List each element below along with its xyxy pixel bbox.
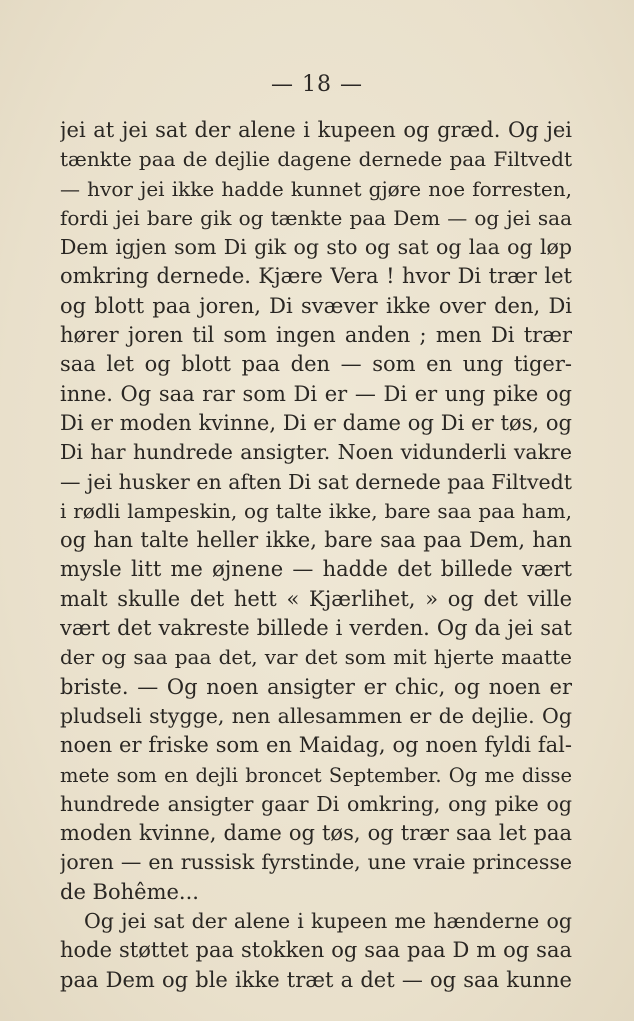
text-line: i rødli lampeskin, og talte ikke, bare saa paa ham,	[60, 498, 572, 523]
text-line: jei at jei sat der alene i kupeen og græd. Og jei	[60, 118, 572, 142]
text-line: og blott paa joren, Di svæver ikke over den, Di	[60, 293, 572, 318]
text-line: hode støttet paa stokken og saa paa D m og saa	[60, 938, 572, 963]
text-line: inne. Og saa rar som Di er — Di er ung pike og	[60, 381, 572, 406]
text-line: Og jei sat der alene i kupeen me hænderne og	[84, 909, 572, 934]
text-line: mysle litt me øjnene — hadde det billede vært	[60, 557, 572, 582]
text-line: hører joren til som ingen anden ; men Di trær	[60, 323, 572, 348]
text-line: briste. — Og noen ansigter er chic, og noen er	[60, 674, 572, 699]
text-line: moden kvinne, dame og tøs, og trær saa let paa	[60, 821, 572, 846]
text-line: saa let og blott paa den — som en ung tiger-	[60, 352, 572, 377]
text-line: noen er friske som en Maidag, og noen fyldi fal-	[60, 733, 572, 758]
text-line: mete som en dejli broncet September. Og me disse	[60, 763, 572, 787]
text-line: de Bohême...	[60, 879, 199, 904]
text-line: joren — en russisk fyrstinde, une vraie princesse	[60, 850, 572, 875]
body-text	[60, 116, 572, 995]
text-line: omkring dernede. Kjære Vera ! hvor Di trær let	[60, 264, 572, 289]
text-line: Dem igjen som Di gik og sto og sat og laa og løp	[60, 235, 572, 260]
page-number: — 18 —	[271, 72, 363, 97]
text-line: Di er moden kvinne, Di er dame og Di er tøs, og	[60, 410, 572, 435]
text-line: — hvor jei ikke hadde kunnet gjøre noe forresten,	[60, 176, 572, 201]
text-line: malt skulle det hett « Kjærlihet, » og det ville	[60, 586, 572, 611]
text-line: hundrede ansigter gaar Di omkring, ong pike og	[60, 791, 572, 816]
text-line: der og saa paa det, var det som mit hjerte maatte	[60, 645, 572, 670]
text-line: paa Dem og ble ikke træt a det — og saa kunne	[60, 967, 572, 992]
text-line: og han talte heller ikke, bare saa paa Dem, han	[60, 528, 572, 553]
text-line: pludseli stygge, nen allesammen er de dejlie. Og	[60, 703, 572, 728]
text-line: vært det vakreste billede i verden. Og da jei sat	[60, 616, 572, 641]
text-line: fordi jei bare gik og tænkte paa Dem — og jei saa	[60, 205, 572, 230]
text-line: tænkte paa de dejlie dagene dernede paa Filtvedt	[60, 147, 572, 172]
text-line: — jei husker en aften Di sat dernede paa Filtvedt	[60, 469, 572, 494]
text-line: Di har hundrede ansigter. Noen vidunderli vakre	[60, 440, 572, 465]
